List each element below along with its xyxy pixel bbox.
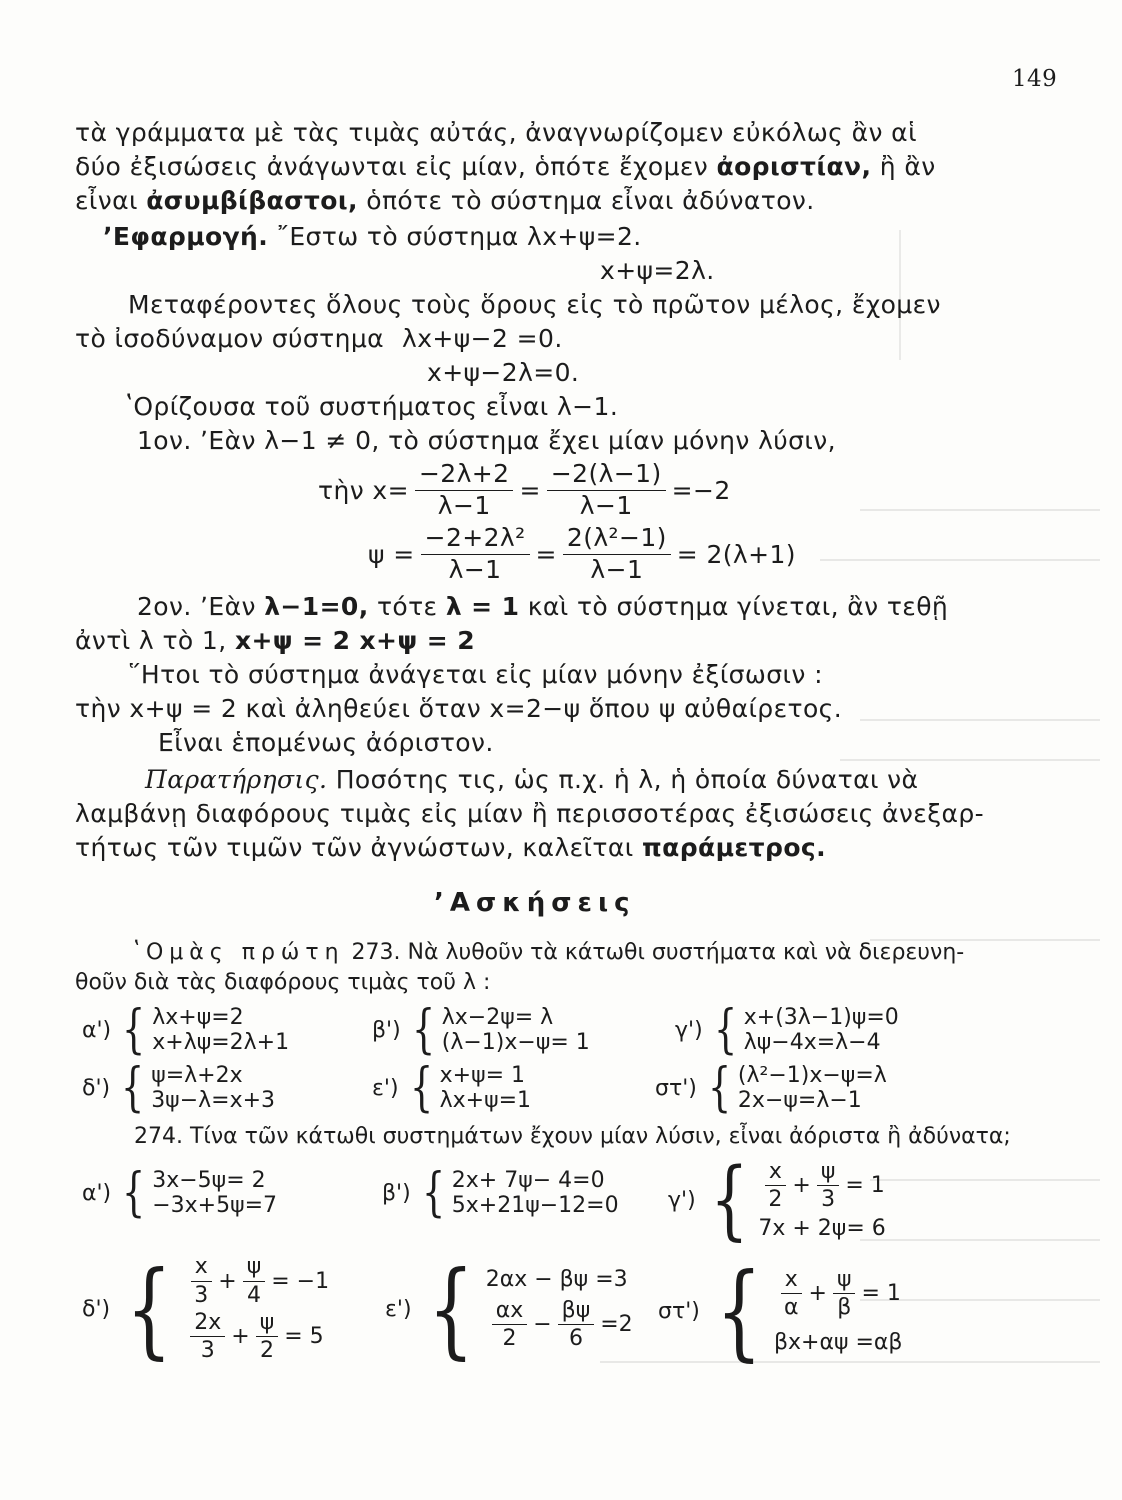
fraction: $\frac{-2(\lambda-1)}{\lambda-1}$	[547, 460, 666, 521]
fraction: $\frac{\text{2(λ²−1)}}{\lambda-1}$	[563, 524, 671, 585]
text-line: τὴν x+ψ = 2 καὶ ἀληθεύει ὅταν x=2−ψ ὅπου ψ αὐθαίρετος.	[75, 694, 843, 723]
case-one: 1ον. ʼΕὰν λ−1 ≠ 0, τὸ σύστημα ἔχει μίαν μόνην λύσιν,	[137, 426, 836, 455]
exercise-273-line: ʽΟμὰς πρώτη 273. Νὰ λυθοῦν τὰ κάτωθι συστήματα καὶ νὰ διερευνη-	[133, 940, 965, 965]
equation: x+ψ=2λ.	[600, 256, 715, 285]
system-273-b: β') { λx−2ψ= λ (λ−1)x−ψ= 1	[372, 1000, 590, 1060]
term-parameter: παράμετρος.	[641, 833, 827, 862]
system-273-f: στ') { (λ²−1)x−ψ=λ 2x−ψ=λ−1	[655, 1058, 887, 1118]
system-273-d: δ') { ψ=λ+2x 3ψ−λ=x+3	[82, 1058, 276, 1118]
term-indeterminacy: ἀοριστίαν,	[716, 152, 872, 181]
determinant-line: ʽΟρίζουσα τοῦ συστήματος εἶναι λ−1.	[125, 392, 619, 421]
text-line: λαμβάνῃ διαφόρους τιμὰς εἰς μίαν ἢ περισσοτέρας ἐξισώσεις ἀνεξαρ-	[75, 799, 985, 828]
equation: x+ψ−2λ=0.	[427, 358, 580, 387]
text-line: τὰ γράμματα μὲ τὰς τιμὰς αὐτάς, ἀναγνωρίζομεν εὐκόλως ἂν αἱ	[75, 118, 917, 147]
text-line: τὸ ἰσοδύναμον σύστημα λx+ψ−2 =0.	[75, 324, 563, 353]
fraction: $\frac{\text{−2+2λ²}}{\lambda-1}$	[421, 524, 530, 585]
text-line: Μεταφέροντες ὅλους τοὺς ὅρους εἰς τὸ πρῶτον μέλος, ἔχομεν	[128, 290, 941, 319]
conclusion: Εἶναι ἑπομένως ἀόριστον.	[158, 728, 494, 757]
text-line: ἀντὶ λ τὸ 1, x+ψ = 2 x+ψ = 2	[75, 626, 475, 655]
fraction: $\frac{-2\lambda+2}{\lambda-1}$	[415, 460, 514, 521]
term-inconsistent: ἀσυμβίβαστοι,	[146, 186, 358, 215]
text-line: εἶναι ἀσυμβίβαστοι, ὁπότε τὸ σύστημα εἶναι ἀδύνατον.	[75, 186, 815, 215]
case-two: 2ον. ʼΕὰν λ−1=0, τότε λ = 1 καὶ τὸ σύστημα γίνεται, ἂν τεθῇ	[137, 592, 949, 621]
system-274-a: α') { 3x−5ψ= 2 −3x+5ψ=7	[82, 1163, 278, 1223]
remark-line: Παρατήρησις. Ποσότης τις, ὡς π.χ. ἡ λ, ἡ ὁποία δύναται νὰ	[145, 765, 919, 794]
application-heading: ʼΕφαρμογή. ῎Εστω τὸ σύστημα λx+ψ=2.	[103, 222, 642, 251]
system-274-f: στ') { $\frac{x}{\alpha}$ + $\frac{\psi}{\beta}$ = 1 βx+αψ =αβ	[658, 1250, 903, 1372]
exercises-title: ʼΑσκήσεις	[434, 888, 636, 918]
system-274-d: δ') { $\frac{x}{3}$ + $\frac{\psi}{4}$ = −1 $\frac{2x}{3}$ + $\frac{\psi}{2}$ = 5	[82, 1248, 330, 1370]
system-274-e: ε') { 2αx − βψ =3 $\frac{\alpha x}{2}$ − $\frac{\beta\psi}{6}$ =2	[385, 1248, 633, 1370]
text-line: θοῦν διὰ τὰς διαφόρους τιμὰς τοῦ λ :	[75, 970, 491, 995]
y-solution: ψ = $\frac{\text{−2+2λ²}}{\lambda-1}$ = $\frac{\text{2(λ²−1)}}{\lambda-1}$ = 2(λ+1)	[368, 523, 796, 584]
system-274-c: γ') { $\frac{x}{2}$ + $\frac{\psi}{3}$ = 1 7x + 2ψ= 6	[668, 1150, 886, 1250]
system-273-c: γ') { x+(3λ−1)ψ=0 λψ−4x=λ−4	[675, 1000, 899, 1060]
system-273-a: α') { λx+ψ=2 x+λψ=2λ+1	[82, 1000, 290, 1060]
x-solution: τὴν x= $\frac{-2\lambda+2}{\lambda-1}$ = $\frac{-2(\lambda-1)}{\lambda-1}$ =−2	[318, 459, 731, 520]
text-line: τήτως τῶν τιμῶν τῶν ἀγνώστων, καλεῖται παράμετρος.	[75, 833, 827, 862]
equation: λx+ψ−2 =0.	[402, 324, 563, 353]
system-273-e: ε') { x+ψ= 1 λx+ψ=1	[372, 1058, 532, 1118]
text-line: δύο ἐξισώσεις ἀνάγωνται εἰς μίαν, ὁπότε ἔχομεν ἀοριστίαν, ἢ ἂν	[75, 152, 936, 181]
remark-heading: Παρατήρησις.	[145, 765, 328, 794]
page-number: 149	[1012, 66, 1058, 92]
system-274-b: β') { 2x+ 7ψ− 4=0 5x+21ψ−12=0	[382, 1163, 619, 1223]
text-line: ῞Ητοι τὸ σύστημα ἀνάγεται εἰς μίαν μόνην ἐξίσωσιν :	[128, 660, 823, 689]
exercise-274-line: 274. Τίνα τῶν κάτωθι συστημάτων ἔχουν μίαν λύσιν, εἶναι ἀόριστα ἢ ἀδύνατα;	[134, 1124, 1011, 1149]
